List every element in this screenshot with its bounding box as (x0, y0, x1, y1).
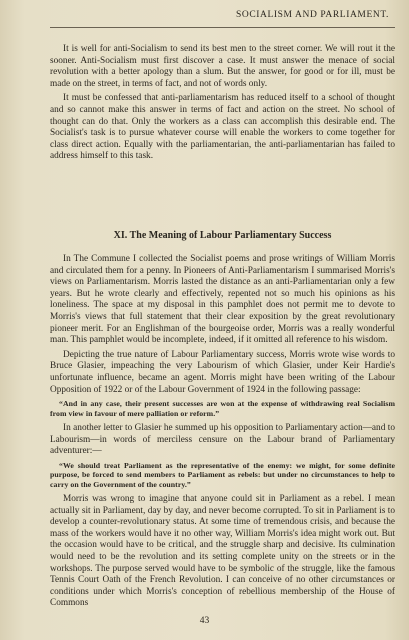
paragraph: It is well for anti-Socialism to send its best men to the street corner. We will rout it the sooner. Anti-Socialism must first discover a case. It must answer the menace of social revolution with a better apology than a slum. But the answer, for good or for ill, must be made on the street, in terms of fact, and not of words only. (50, 44, 395, 89)
section-body-intro (50, 44, 395, 166)
header-rule (50, 27, 395, 28)
section-heading: XI. The Meaning of Labour Parliamentary Success (113, 230, 332, 241)
running-head: SOCIALISM AND PARLIAMENT. (235, 10, 389, 20)
paragraph: Depicting the true nature of Labour Parliamentary success, Morris wrote wise words to Bruce Glasier, impeaching the very Labourism of which Glasier, under Keir Hardie's unfortunate influence, became an agent. Morris might have been writing of the Labour Opposition of 1922 or of the Labour Government of 1924 in the following passage: (50, 349, 395, 395)
paragraph: In The Commune I collected the Socialist poems and prose writings of William Morris and circulated them for a penny. In Pioneers of Anti-Parliamentarism I summarised Morris's views on Parliamentarism. Morris lasted the distance as an anti-Parliamentarian only a few years. But he wrote clearly and effectively, repented not so much his opinions as his loneliness. The space at my disposal in this pamphlet does not permit me to devote to Morris's views that full statement that their clear exposition by the great revolutionary pioneer merit. For an Englishman of the bourgeoise order, Morris was a really wonderful man. This pamphlet would be incomplete, indeed, if it omitted all reference to his wisdom. (50, 254, 395, 346)
section-body-morris (50, 254, 395, 613)
paragraph: It must be confessed that anti-parliamentarism has reduced itself to a school of thought and so cannot make this answer in terms of fact and action on the street. No school of thought can do that. Only the workers as a class can accomplish this desirable end. The Socialist's task is to pursue whatever course will enable the workers to come together for class direct action. Equally with the parliamentarian, the anti-parliamentarian has failed to address himself to this task. (50, 93, 395, 162)
paragraph: In another letter to Glasier he summed up his opposition to Parliamentary action—and to Labourism—in words of merciless censure on the Labour brand of Parliamentary adventurer:— (50, 422, 395, 457)
paragraph: Morris was wrong to imagine that anyone could sit in Parliament as a rebel. I mean actually sit in Parliament, day by day, and never become corrupted. To sit in Parliament is to develop a counter-revolutionary status. At some time of tremendous crisis, and because the mass of the workers would have it no other way, William Morris's idea might work out. But the occasion would have to be critical, and the struggle sharp and decisive. Its culmination would need to be the revolution and its setting complete unity on the streets or in the workshops. The purpose served would have to be symbolic of the struggle, like the famous Tennis Court Oath of the French Revolution. I can conceive of no other circumstances or conditions under which Morris's conception of rebellious membership of the House of Commons (50, 493, 395, 609)
block-quote: “And in any case, their present successes are won at the expense of withdrawing real Socialism from view in favour of mere palliation or reform.” (50, 399, 395, 418)
block-quote: “We should treat Parliament as the representative of the enemy: we might, for some definite purpose, be forced to send members to Parliament as rebels: but under no circumstances to help to carry on the Government of the country.” (50, 460, 395, 489)
page-number: 43 (199, 616, 210, 626)
